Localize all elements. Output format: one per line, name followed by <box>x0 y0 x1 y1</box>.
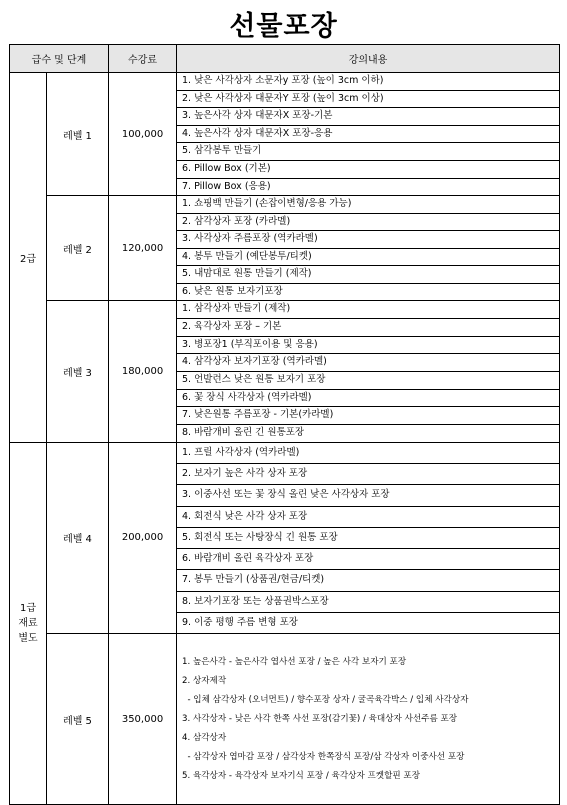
list-item: 5. 육각상자 - 육각상자 보자기식 포장 / 육각상자 프켓할핀 포장 <box>182 770 421 781</box>
list-item: 3. 병포장1 (부직포이용 및 응용) <box>177 337 559 355</box>
fee-cell: 200,000 <box>109 442 177 634</box>
list-item: 1. 낮은 사각상자 소문자y 포장 (높이 3cm 이하) <box>177 73 559 91</box>
header-row <box>10 45 560 73</box>
list-item: 7. 낮은원통 주름포장 - 기본(카라멜) <box>177 407 559 425</box>
header-content: 강의내용 <box>177 45 560 73</box>
level-cell: 레벨 3 <box>47 301 109 443</box>
grade-cell <box>10 442 47 805</box>
curriculum-table <box>9 44 560 805</box>
content-cell <box>177 634 560 805</box>
list-item: 3. 이중사선 또는 꽃 장식 올린 낮은 사각상자 포장 <box>177 485 559 506</box>
list-item: 5. 언발런스 낮은 원통 보자기 포장 <box>177 372 559 390</box>
fee-cell: 120,000 <box>109 196 177 301</box>
list-item: - 삼각상자 엽마감 포장 / 삼각상자 한쪽장식 포장/삼 각상자 이중사선 포장 <box>182 751 465 762</box>
list-item: 8. 보자기포장 또는 상품권박스포장 <box>177 592 559 613</box>
list-item: 1. 프릴 사각상자 (역카라멜) <box>177 443 559 464</box>
list-item: 4. 높은사각 상자 대문자X 포장-응용 <box>177 126 559 144</box>
list-item: - 입체 삼각상자 (오너먼트) / 향수포장 상자 / 굴곡육각박스 / 입체 사각상자 <box>182 694 469 705</box>
list-item: 4. 삼각상자 <box>182 732 227 743</box>
list-item: 2. 삼각상자 포장 (카라멜) <box>177 214 559 232</box>
table-row <box>10 634 560 805</box>
list-item: 2. 상자제작 <box>182 675 227 686</box>
list-item: 2. 낮은 사각상자 대문자Y 포장 (높이 3cm 이상) <box>177 91 559 109</box>
list-item: 6. Pillow Box (기본) <box>177 161 559 179</box>
grade-cell: 2급 <box>10 73 47 443</box>
fee-cell: 100,000 <box>109 73 177 196</box>
list-item: 4. 봉투 만들기 (예단봉투/티켓) <box>177 249 559 267</box>
list-item: 1. 쇼핑백 만들기 (손잡이변형/응용 가능) <box>177 196 559 214</box>
content-cell <box>177 196 560 301</box>
level-cell: 레벨 5 <box>47 634 109 805</box>
table-row <box>10 196 560 301</box>
list-item: 1. 높은사각 - 높은사각 엽사선 포장 / 높은 사각 보자기 포장 <box>182 656 407 667</box>
list-item: 4. 회전식 낮은 사각 상자 포장 <box>177 507 559 528</box>
table-row <box>10 301 560 443</box>
header-fee: 수강료 <box>109 45 177 73</box>
list-item: 3. 사각상자 주름포장 (역카라멜) <box>177 231 559 249</box>
list-item: 2. 보자기 높은 사각 상자 포장 <box>177 464 559 485</box>
content-cell <box>177 301 560 443</box>
list-item: 5. 내맘대로 원통 만들기 (제작) <box>177 266 559 284</box>
header-grade-level: 급수 및 단계 <box>10 45 109 73</box>
level-cell: 레벨 1 <box>47 73 109 196</box>
list-item: 6. 바람개비 올린 육각상자 포장 <box>177 549 559 570</box>
list-item: 9. 이중 평행 주름 변형 포장 <box>182 617 298 629</box>
list-item: 3. 높은사각 상자 대문자X 포장-기본 <box>177 108 559 126</box>
content-cell <box>177 442 560 634</box>
list-item: 5. 회전식 또는 사탕장식 긴 원통 포장 <box>177 528 559 549</box>
list-item: 2. 육각상자 포장 – 기본 <box>177 319 559 337</box>
list-item: 6. 꽃 장식 사각상자 (역카라멜) <box>177 390 559 408</box>
grade-label: 1급 재료 별도 <box>18 602 38 644</box>
list-item: 3. 사각상자 - 낮은 사각 한쪽 사선 포장(감기꽃) / 육대상자 사선주름 포장 <box>182 713 458 724</box>
list-item: 7. Pillow Box (응용) <box>182 180 271 192</box>
fee-cell: 350,000 <box>109 634 177 805</box>
level-cell: 레벨 4 <box>47 442 109 634</box>
page-title: 선물포장 <box>229 11 338 42</box>
list-item: 1. 삼각상자 만들기 (제작) <box>177 301 559 319</box>
level-cell: 레벨 2 <box>47 196 109 301</box>
fee-cell: 180,000 <box>109 301 177 443</box>
list-item: 5. 삼각봉투 만들기 <box>177 143 559 161</box>
list-item: 6. 낮은 원통 보자기포장 <box>182 285 283 297</box>
list-item: 7. 봉투 만들기 (상품권/현금/티켓) <box>177 570 559 591</box>
content-cell <box>177 73 560 196</box>
list-item: 4. 삼각상자 보자기포장 (역카라멜) <box>177 354 559 372</box>
table-row <box>10 442 560 634</box>
table-row <box>10 73 560 196</box>
list-item: 8. 바람개비 올린 긴 원통포장 <box>182 426 305 438</box>
